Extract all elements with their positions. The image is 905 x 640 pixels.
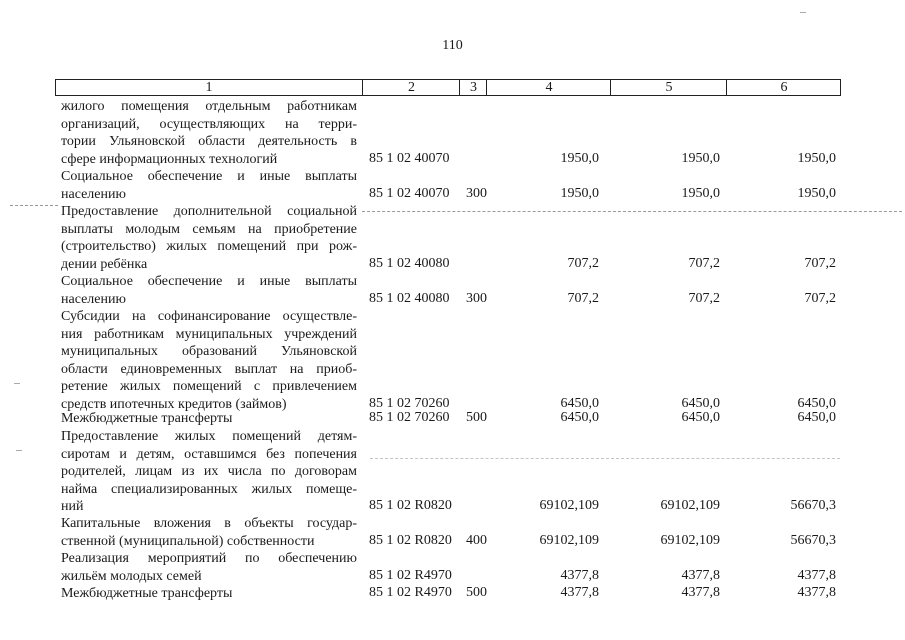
row-description (61, 273, 357, 308)
row-description (61, 168, 357, 203)
row-value-col4: 69102,109 (539, 498, 599, 513)
row-value-col6: 56670,3 (790, 498, 836, 513)
table-header (55, 79, 841, 96)
row-expense-type: 500 (466, 410, 487, 425)
row-value-col6: 4377,8 (797, 567, 836, 583)
description-line: найма специализированных жилых помеще- (61, 481, 357, 497)
row-value-col6: 6450,0 (797, 410, 836, 425)
description-line: муниципальных образований Ульяновской (61, 344, 357, 359)
row-code: 85 1 02 R0820 (369, 498, 452, 513)
row-value-col6: 707,2 (804, 290, 836, 306)
description-line: Межбюджетные трансферты (61, 411, 233, 426)
description-line: средств ипотечных кредитов (займов) (61, 396, 287, 412)
row-code: 85 1 02 70260 (369, 395, 450, 411)
description-line: населению (61, 186, 126, 202)
row-value-col5: 707,2 (688, 290, 720, 306)
scan-speck (800, 12, 806, 13)
header-col-6: 6 (726, 80, 841, 95)
row-value-col4: 6450,0 (560, 410, 599, 425)
row-value-col5: 4377,8 (681, 585, 720, 600)
row-value-col4: 707,2 (567, 255, 599, 271)
header-col-1: 1 (205, 80, 213, 95)
description-line: ний (61, 499, 84, 514)
row-value-col5: 6450,0 (681, 410, 720, 425)
row-value-col4: 1950,0 (560, 150, 599, 166)
row-value-col5: 1950,0 (681, 185, 720, 201)
page-number: 110 (442, 38, 463, 53)
description-line: Предоставление дополнительной социальной (61, 204, 357, 219)
row-value-col6: 56670,3 (790, 532, 836, 548)
header-col-2: 2 (362, 80, 460, 95)
row-code: 85 1 02 R4970 (369, 567, 452, 583)
description-line: выплаты молодым семьям на приобретение (61, 221, 357, 237)
row-code: 85 1 02 R0820 (369, 532, 452, 548)
description-line: ния работникам муниципальных учреждений (61, 326, 357, 342)
scan-line (362, 211, 902, 213)
description-line: (строительство) жилых помещений при рож- (61, 239, 357, 254)
row-value-col5: 6450,0 (681, 395, 720, 411)
row-expense-type: 300 (466, 185, 487, 201)
description-line: Предоставление жилых помещений детям- (61, 429, 357, 444)
header-col-5: 5 (610, 80, 727, 95)
description-line: Капитальные вложения в объекты государ- (61, 516, 357, 531)
row-value-col4: 1950,0 (560, 185, 599, 201)
description-line: ретение жилых помещений с привлечением (61, 379, 357, 394)
row-description (61, 428, 357, 516)
scan-line (10, 205, 58, 207)
row-description (61, 550, 357, 585)
row-value-col5: 4377,8 (681, 567, 720, 583)
row-value-col6: 1950,0 (797, 150, 836, 166)
description-line: Социальное обеспечение и иные выплаты (61, 274, 357, 289)
header-col-3: 3 (459, 80, 487, 95)
description-line: Межбюджетные трансферты (61, 586, 233, 601)
row-description (61, 410, 357, 428)
description-line: Социальное обеспечение и иные выплаты (61, 169, 357, 184)
row-description (61, 308, 357, 413)
row-code: 85 1 02 R4970 (369, 585, 452, 600)
row-code: 85 1 02 40080 (369, 255, 450, 271)
description-line: ственной (муниципальной) собственности (61, 533, 315, 549)
row-value-col4: 6450,0 (560, 395, 599, 411)
row-value-col5: 69102,109 (660, 498, 720, 513)
row-code: 85 1 02 40080 (369, 290, 450, 306)
row-expense-type: 500 (466, 585, 487, 600)
scan-line (370, 458, 840, 460)
header-col-4: 4 (486, 80, 611, 95)
row-value-col6: 4377,8 (797, 585, 836, 600)
row-description (61, 585, 357, 603)
row-value-col4: 707,2 (567, 290, 599, 306)
row-description (61, 98, 357, 168)
row-value-col5: 69102,109 (660, 532, 720, 548)
row-code: 85 1 02 40070 (369, 185, 450, 201)
scan-speck (14, 383, 20, 384)
row-value-col4: 69102,109 (539, 532, 599, 548)
description-line: сиротам и детям, оставшимся без попечения (61, 446, 357, 462)
row-value-col5: 707,2 (688, 255, 720, 271)
description-line: области единовременных выплат на приоб- (61, 361, 357, 377)
description-line: родителей, лицам из их числа по договорам (61, 464, 357, 479)
row-description (61, 515, 357, 550)
row-code: 85 1 02 40070 (369, 150, 450, 166)
description-line: населению (61, 291, 126, 307)
row-expense-type: 400 (466, 532, 487, 548)
description-line: Субсидии на софинансирование осуществле- (61, 309, 357, 324)
description-line: жильём молодых семей (61, 568, 202, 584)
row-expense-type: 300 (466, 290, 487, 306)
description-line: сфере информационных технологий (61, 151, 278, 167)
row-value-col5: 1950,0 (681, 150, 720, 166)
row-value-col6: 1950,0 (797, 185, 836, 201)
row-code: 85 1 02 70260 (369, 410, 450, 425)
row-description (61, 203, 357, 273)
description-line: дении ребёнка (61, 256, 148, 272)
scan-speck (16, 450, 22, 451)
row-value-col4: 4377,8 (560, 585, 599, 600)
description-line: тории Ульяновской области деятельность в (61, 134, 357, 149)
description-line: Реализация мероприятий по обеспечению (61, 551, 357, 566)
row-value-col6: 6450,0 (797, 395, 836, 411)
row-value-col4: 4377,8 (560, 567, 599, 583)
row-value-col6: 707,2 (804, 255, 836, 271)
description-line: организаций, осуществляющих на терри- (61, 116, 357, 132)
description-line: жилого помещения отдельным работникам (61, 99, 357, 114)
